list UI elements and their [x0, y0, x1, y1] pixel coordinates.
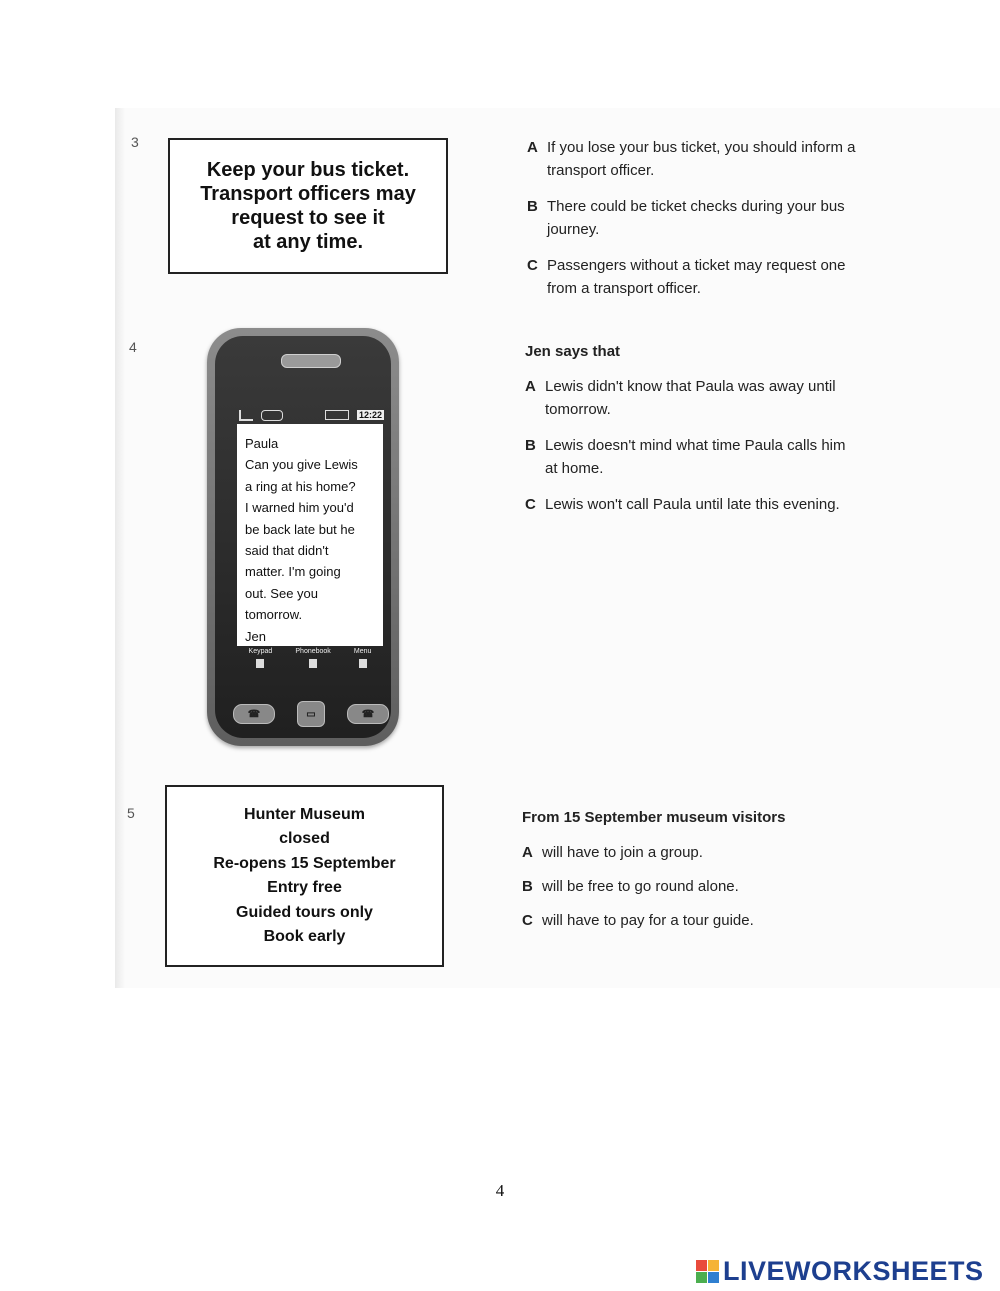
option-letter: C — [527, 257, 538, 274]
scan-shadow-edge — [115, 108, 125, 988]
option-text: Passengers without a ticket may request one from a transport officer. — [547, 257, 846, 297]
signal-icon — [239, 410, 253, 421]
softkey-phonebook — [295, 648, 330, 682]
option-3a[interactable] — [527, 136, 857, 182]
museum-notice-text: Hunter Museum closed Re-opens 15 September Entry free Guided tours only Book early — [213, 805, 396, 945]
text-message: Paula Can you give Lewis a ring at his home? I warned him you'd be back late but he said that didn't matter. I'm going out. See you tomorrow. Jen — [245, 436, 358, 644]
page-number: 4 — [495, 1181, 505, 1200]
phone-softkeys — [237, 648, 383, 682]
message-status-icon — [261, 410, 283, 421]
option-4b[interactable] — [525, 434, 855, 480]
option-letter: A — [525, 378, 536, 395]
battery-icon — [325, 410, 349, 420]
phone-status-bar — [239, 408, 384, 422]
keypad-icon — [256, 659, 264, 668]
phone-hardware-buttons — [233, 702, 389, 726]
option-5b[interactable] — [522, 875, 852, 898]
question-number-4: 4 — [129, 339, 137, 355]
question-5-options — [522, 806, 852, 943]
phonebook-icon — [309, 659, 317, 668]
option-text: Lewis won't call Paula until late this evening. — [545, 496, 840, 513]
softkey-menu — [354, 648, 372, 682]
option-3b[interactable] — [527, 195, 857, 241]
question-number-5: 5 — [127, 805, 135, 821]
phone-front — [215, 336, 391, 738]
option-letter: A — [522, 844, 533, 861]
option-letter: A — [527, 139, 538, 156]
option-3c[interactable] — [527, 254, 857, 300]
option-letter: B — [522, 878, 533, 895]
liveworksheets-logo-icon — [696, 1260, 719, 1283]
end-call-icon: ☎ — [347, 704, 389, 724]
option-letter: B — [527, 198, 538, 215]
call-icon: ☎ — [233, 704, 275, 724]
phone-clock: 12:22 — [358, 410, 382, 420]
menu-grid-icon — [359, 659, 367, 668]
option-5a[interactable] — [522, 841, 852, 864]
phone-screen — [237, 424, 383, 646]
brand-wordmark: LIVEWORKSHEETS — [723, 1256, 984, 1286]
bus-ticket-notice-text: Keep your bus ticket. Transport officers may request to see it at any time. — [200, 159, 416, 253]
question-4-stem: Jen says that — [525, 343, 621, 360]
question-number-3: 3 — [131, 134, 139, 150]
mobile-phone-image — [207, 328, 399, 746]
home-button-icon: ▭ — [297, 701, 325, 727]
softkey-label: Menu — [353, 648, 372, 655]
option-text: Lewis doesn't mind what time Paula calls him at home. — [545, 437, 846, 477]
option-text: will have to pay for a tour guide. — [542, 912, 754, 929]
option-5c[interactable] — [522, 909, 852, 932]
softkey-label: Phonebook — [295, 648, 331, 655]
softkey-label: Keypad — [248, 648, 273, 655]
option-text: There could be ticket checks during your bus journey. — [547, 198, 845, 238]
question-5-stem: From 15 September museum visitors — [522, 809, 786, 826]
option-text: If you lose your bus ticket, you should inform a transport officer. — [547, 139, 856, 179]
question-4-options — [525, 340, 855, 529]
option-text: will be free to go round alone. — [542, 878, 739, 895]
bus-ticket-notice — [168, 138, 448, 274]
question-3-options — [527, 136, 857, 313]
option-4a[interactable] — [525, 375, 855, 421]
option-letter: B — [525, 437, 536, 454]
phone-speaker-icon — [281, 354, 341, 368]
option-text: will have to join a group. — [542, 844, 703, 861]
option-text: Lewis didn't know that Paula was away until tomorrow. — [545, 378, 836, 418]
option-letter: C — [525, 496, 536, 513]
museum-notice — [165, 785, 444, 967]
liveworksheets-brand[interactable] — [696, 1256, 984, 1287]
softkey-keypad — [249, 648, 273, 682]
option-letter: C — [522, 912, 533, 929]
option-4c[interactable] — [525, 493, 855, 516]
